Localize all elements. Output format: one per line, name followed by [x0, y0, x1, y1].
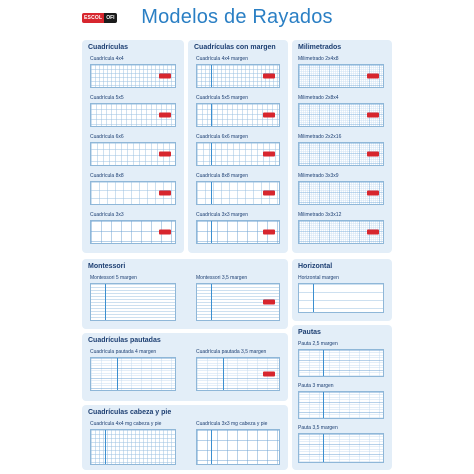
item-label: Cuadrícula 4x4 margen: [196, 56, 248, 62]
panel-title-cuadriculas-pautadas: Cuadrículas pautadas: [88, 337, 161, 344]
item-label: Cuadrícula 3x3 margen: [196, 212, 248, 218]
sheet-preview: [196, 357, 280, 391]
brand-stamp: [367, 230, 379, 235]
item-label: Milimetrado 3x3x9: [298, 173, 339, 179]
item-label: Pauta 3,5 margen: [298, 425, 338, 431]
sheet-preview: [298, 103, 384, 127]
sheet-preview: [196, 142, 280, 166]
margin-line: [211, 143, 212, 165]
margin-line: [211, 284, 212, 320]
sheet-preview: [298, 64, 384, 88]
item-label: Milimetrado 2x8x4: [298, 95, 339, 101]
margin-line: [223, 358, 224, 390]
sheet-preview: [90, 103, 176, 127]
item-label: Montessori 3,5 margen: [196, 275, 248, 281]
margin-line: [105, 284, 106, 320]
margin-line: [211, 104, 212, 126]
item-label: Cuadrícula pautada 3,5 margen: [196, 349, 267, 355]
sheet-preview: [196, 429, 280, 465]
panel-cuadriculas-cabeza-pie: [82, 405, 288, 470]
logo-part-1: ESCOL: [84, 15, 103, 21]
margin-line: [211, 221, 212, 243]
sheet-preview: [196, 283, 280, 321]
brand-stamp: [263, 300, 275, 305]
sheet-preview: [90, 181, 176, 205]
sheet-preview: [90, 220, 176, 244]
margin-line: [211, 65, 212, 87]
item-label: Milimetrado 3x3x12: [298, 212, 342, 218]
brand-stamp: [159, 113, 171, 118]
item-label: Cuadrícula 5x5 margen: [196, 95, 248, 101]
panel-title-cuadriculas: Cuadrículas: [88, 44, 129, 51]
sheet-preview: [298, 220, 384, 244]
brand-stamp: [159, 152, 171, 157]
brand-stamp: [263, 191, 275, 196]
sheet-preview: [90, 357, 176, 391]
item-label: Cuadrícula 3x3 mg cabeza y pie: [196, 421, 268, 427]
sheet-preview: [196, 64, 280, 88]
panel-cuadriculas: [82, 40, 184, 253]
brand-stamp: [159, 74, 171, 79]
margin-line: [117, 358, 118, 390]
item-label: Pauta 3 margen: [298, 383, 334, 389]
brand-stamp: [159, 191, 171, 196]
sheet-preview: [196, 181, 280, 205]
item-label: Cuadrícula 5x5: [90, 95, 124, 101]
item-label: Cuadrícula 4x4: [90, 56, 124, 62]
brand-stamp: [159, 230, 171, 235]
page-title: Modelos de Rayados: [141, 6, 333, 28]
margin-line: [211, 182, 212, 204]
item-label: Milimetrado 2x4x8: [298, 56, 339, 62]
item-label: Cuadrícula 8x8: [90, 173, 124, 179]
margin-line: [323, 350, 324, 376]
brand-stamp: [367, 113, 379, 118]
item-label: Cuadrícula 8x8 margen: [196, 173, 248, 179]
panel-horizontal: [292, 259, 392, 321]
item-label: Horizontal margen: [298, 275, 339, 281]
item-label: Milimetrado 2x2x16: [298, 134, 342, 140]
sheet-preview: [90, 64, 176, 88]
brand-stamp: [263, 230, 275, 235]
sheet-preview: [196, 103, 280, 127]
sheet-preview: [298, 433, 384, 463]
sheet-preview: [298, 391, 384, 419]
brand-stamp: [367, 74, 379, 79]
brand-stamp: [367, 191, 379, 196]
brand-stamp: [367, 152, 379, 157]
panel-title-cuadriculas-cabeza-pie: Cuadrículas cabeza y pie: [88, 409, 172, 416]
panel-title-horizontal: Horizontal: [298, 263, 333, 270]
brand-stamp: [263, 372, 275, 377]
item-label: Cuadrícula 6x6: [90, 134, 124, 140]
brand-stamp: [263, 152, 275, 157]
panel-cuadriculas-margen: [188, 40, 288, 253]
margin-line: [323, 392, 324, 418]
item-label: Cuadrícula 4x4 mg cabeza y pie: [90, 421, 162, 427]
sheet-preview: [298, 142, 384, 166]
item-label: Montessori 5 margen: [90, 275, 137, 281]
sheet-preview: [196, 220, 280, 244]
sheet-preview: [298, 283, 384, 313]
sheet-preview: [298, 181, 384, 205]
margin-line: [323, 434, 324, 462]
margin-line: [211, 430, 212, 464]
item-label: Pauta 2,5 margen: [298, 341, 338, 347]
panel-title-montessori: Montessori: [88, 263, 126, 270]
margin-line: [313, 284, 314, 312]
sheet-preview: [90, 283, 176, 321]
sheet-preview: [90, 429, 176, 465]
panel-title-cuadriculas-margen: Cuadrículas con margen: [194, 44, 276, 51]
sheet-preview: [298, 349, 384, 377]
panel-montessori: [82, 259, 288, 329]
panel-cuadriculas-pautadas: [82, 333, 288, 401]
item-label: Cuadrícula 6x6 margen: [196, 134, 248, 140]
panel-pautas: [292, 325, 392, 470]
panel-milimetrados: [292, 40, 392, 253]
sheet-preview: [90, 142, 176, 166]
brand-stamp: [263, 74, 275, 79]
margin-line: [105, 430, 106, 464]
panel-title-pautas: Pautas: [298, 329, 321, 336]
item-label: Cuadrícula pautada 4 margen: [90, 349, 157, 355]
panel-title-milimetrados: Milimetrados: [298, 44, 342, 51]
item-label: Cuadrícula 3x3: [90, 212, 124, 218]
brand-stamp: [263, 113, 275, 118]
logo-part-2: OFI: [106, 15, 115, 21]
